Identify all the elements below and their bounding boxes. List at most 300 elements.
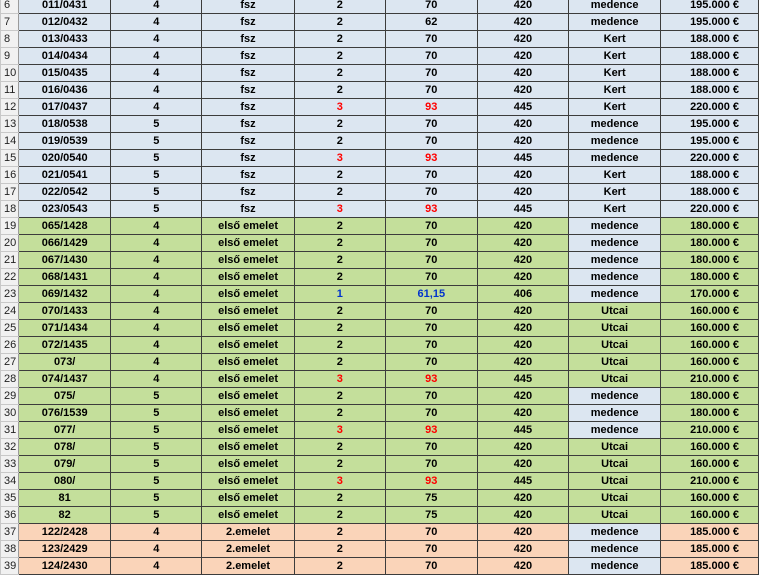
cell-building[interactable]: 5: [111, 150, 202, 167]
row-header[interactable]: 21: [1, 252, 19, 269]
row-header[interactable]: 7: [1, 14, 19, 31]
cell-floor[interactable]: első emelet: [202, 252, 295, 269]
cell-view-type[interactable]: medence: [568, 269, 660, 286]
cell-view-type[interactable]: Kert: [568, 201, 660, 218]
cell-view-type[interactable]: Utcai: [568, 320, 660, 337]
cell-total[interactable]: 420: [477, 65, 568, 82]
row-header[interactable]: 23: [1, 286, 19, 303]
cell-rooms[interactable]: 2: [294, 65, 385, 82]
cell-rooms[interactable]: 2: [294, 507, 385, 524]
cell-unit-id[interactable]: 021/0541: [18, 167, 110, 184]
cell-unit-id[interactable]: 071/1434: [18, 320, 110, 337]
cell-area[interactable]: 93: [385, 201, 477, 218]
cell-area[interactable]: 70: [385, 388, 477, 405]
cell-rooms[interactable]: 3: [294, 99, 385, 116]
cell-area[interactable]: 70: [385, 82, 477, 99]
cell-floor[interactable]: első emelet: [202, 235, 295, 252]
cell-price[interactable]: 188.000 €: [661, 167, 759, 184]
cell-floor[interactable]: fsz: [202, 133, 295, 150]
cell-building[interactable]: 4: [111, 371, 202, 388]
cell-unit-id[interactable]: 014/0434: [18, 48, 110, 65]
cell-floor[interactable]: fsz: [202, 14, 295, 31]
cell-building[interactable]: 5: [111, 388, 202, 405]
cell-view-type[interactable]: Kert: [568, 184, 660, 201]
row-header[interactable]: 29: [1, 388, 19, 405]
row-header[interactable]: 33: [1, 456, 19, 473]
cell-unit-id[interactable]: 81: [18, 490, 110, 507]
cell-area[interactable]: 70: [385, 558, 477, 575]
cell-total[interactable]: 420: [477, 82, 568, 99]
cell-rooms[interactable]: 2: [294, 82, 385, 99]
cell-building[interactable]: 5: [111, 184, 202, 201]
cell-price[interactable]: 188.000 €: [661, 184, 759, 201]
cell-floor[interactable]: első emelet: [202, 269, 295, 286]
cell-price[interactable]: 160.000 €: [661, 354, 759, 371]
cell-unit-id[interactable]: 82: [18, 507, 110, 524]
cell-price[interactable]: 210.000 €: [661, 422, 759, 439]
cell-floor[interactable]: első emelet: [202, 473, 295, 490]
row-header[interactable]: 9: [1, 48, 19, 65]
cell-total[interactable]: 420: [477, 269, 568, 286]
cell-building[interactable]: 4: [111, 354, 202, 371]
cell-rooms[interactable]: 3: [294, 473, 385, 490]
cell-unit-id[interactable]: 079/: [18, 456, 110, 473]
cell-floor[interactable]: fsz: [202, 82, 295, 99]
cell-area[interactable]: 70: [385, 184, 477, 201]
cell-price[interactable]: 188.000 €: [661, 48, 759, 65]
cell-area[interactable]: 70: [385, 439, 477, 456]
cell-building[interactable]: 4: [111, 14, 202, 31]
cell-building[interactable]: 4: [111, 48, 202, 65]
cell-area[interactable]: 70: [385, 65, 477, 82]
cell-price[interactable]: 160.000 €: [661, 456, 759, 473]
cell-total[interactable]: 420: [477, 303, 568, 320]
cell-floor[interactable]: fsz: [202, 0, 295, 14]
cell-price[interactable]: 220.000 €: [661, 201, 759, 218]
cell-building[interactable]: 4: [111, 541, 202, 558]
cell-total[interactable]: 445: [477, 201, 568, 218]
row-header[interactable]: 20: [1, 235, 19, 252]
cell-total[interactable]: 420: [477, 133, 568, 150]
cell-area[interactable]: 61,15: [385, 286, 477, 303]
cell-view-type[interactable]: Kert: [568, 48, 660, 65]
cell-unit-id[interactable]: 076/1539: [18, 405, 110, 422]
cell-price[interactable]: 195.000 €: [661, 133, 759, 150]
cell-floor[interactable]: fsz: [202, 65, 295, 82]
cell-floor[interactable]: fsz: [202, 184, 295, 201]
cell-view-type[interactable]: medence: [568, 14, 660, 31]
cell-floor[interactable]: első emelet: [202, 286, 295, 303]
cell-unit-id[interactable]: 078/: [18, 439, 110, 456]
cell-unit-id[interactable]: 122/2428: [18, 524, 110, 541]
cell-area[interactable]: 70: [385, 405, 477, 422]
cell-floor[interactable]: első emelet: [202, 371, 295, 388]
cell-total[interactable]: 420: [477, 14, 568, 31]
cell-area[interactable]: 93: [385, 150, 477, 167]
row-header[interactable]: 10: [1, 65, 19, 82]
cell-view-type[interactable]: Kert: [568, 99, 660, 116]
cell-view-type[interactable]: Utcai: [568, 337, 660, 354]
cell-total[interactable]: 445: [477, 371, 568, 388]
cell-total[interactable]: 420: [477, 388, 568, 405]
cell-total[interactable]: 406: [477, 286, 568, 303]
row-header[interactable]: 35: [1, 490, 19, 507]
cell-unit-id[interactable]: 073/: [18, 354, 110, 371]
cell-area[interactable]: 70: [385, 218, 477, 235]
cell-total[interactable]: 420: [477, 456, 568, 473]
cell-area[interactable]: 70: [385, 0, 477, 14]
cell-building[interactable]: 4: [111, 65, 202, 82]
row-header[interactable]: 28: [1, 371, 19, 388]
cell-view-type[interactable]: medence: [568, 150, 660, 167]
cell-area[interactable]: 70: [385, 337, 477, 354]
cell-view-type[interactable]: medence: [568, 524, 660, 541]
cell-area[interactable]: 70: [385, 269, 477, 286]
cell-total[interactable]: 420: [477, 439, 568, 456]
cell-total[interactable]: 445: [477, 422, 568, 439]
cell-total[interactable]: 420: [477, 184, 568, 201]
cell-unit-id[interactable]: 011/0431: [18, 0, 110, 14]
cell-floor[interactable]: első emelet: [202, 422, 295, 439]
cell-total[interactable]: 420: [477, 354, 568, 371]
cell-price[interactable]: 220.000 €: [661, 150, 759, 167]
cell-floor[interactable]: első emelet: [202, 218, 295, 235]
cell-total[interactable]: 420: [477, 541, 568, 558]
cell-floor[interactable]: első emelet: [202, 405, 295, 422]
cell-view-type[interactable]: medence: [568, 388, 660, 405]
cell-floor[interactable]: fsz: [202, 150, 295, 167]
cell-unit-id[interactable]: 023/0543: [18, 201, 110, 218]
cell-total[interactable]: 420: [477, 167, 568, 184]
cell-total[interactable]: 420: [477, 337, 568, 354]
cell-total[interactable]: 420: [477, 405, 568, 422]
cell-unit-id[interactable]: 077/: [18, 422, 110, 439]
cell-building[interactable]: 4: [111, 31, 202, 48]
cell-area[interactable]: 93: [385, 99, 477, 116]
cell-price[interactable]: 210.000 €: [661, 473, 759, 490]
cell-floor[interactable]: első emelet: [202, 320, 295, 337]
cell-price[interactable]: 185.000 €: [661, 558, 759, 575]
cell-unit-id[interactable]: 124/2430: [18, 558, 110, 575]
cell-area[interactable]: 70: [385, 320, 477, 337]
cell-price[interactable]: 210.000 €: [661, 371, 759, 388]
cell-price[interactable]: 180.000 €: [661, 235, 759, 252]
cell-building[interactable]: 4: [111, 99, 202, 116]
cell-total[interactable]: 420: [477, 507, 568, 524]
row-header[interactable]: 34: [1, 473, 19, 490]
cell-rooms[interactable]: 2: [294, 184, 385, 201]
cell-unit-id[interactable]: 123/2429: [18, 541, 110, 558]
cell-unit-id[interactable]: 070/1433: [18, 303, 110, 320]
cell-view-type[interactable]: medence: [568, 235, 660, 252]
cell-total[interactable]: 420: [477, 252, 568, 269]
cell-unit-id[interactable]: 015/0435: [18, 65, 110, 82]
cell-price[interactable]: 180.000 €: [661, 405, 759, 422]
cell-price[interactable]: 160.000 €: [661, 490, 759, 507]
cell-area[interactable]: 70: [385, 133, 477, 150]
cell-price[interactable]: 160.000 €: [661, 439, 759, 456]
cell-unit-id[interactable]: 016/0436: [18, 82, 110, 99]
row-header[interactable]: 11: [1, 82, 19, 99]
cell-unit-id[interactable]: 017/0437: [18, 99, 110, 116]
cell-price[interactable]: 188.000 €: [661, 65, 759, 82]
cell-price[interactable]: 195.000 €: [661, 116, 759, 133]
cell-rooms[interactable]: 2: [294, 167, 385, 184]
row-header[interactable]: 8: [1, 31, 19, 48]
cell-building[interactable]: 4: [111, 558, 202, 575]
cell-floor[interactable]: első emelet: [202, 303, 295, 320]
cell-price[interactable]: 180.000 €: [661, 388, 759, 405]
cell-floor[interactable]: fsz: [202, 48, 295, 65]
cell-price[interactable]: 185.000 €: [661, 524, 759, 541]
cell-building[interactable]: 5: [111, 422, 202, 439]
cell-area[interactable]: 70: [385, 116, 477, 133]
cell-unit-id[interactable]: 018/0538: [18, 116, 110, 133]
row-header[interactable]: 12: [1, 99, 19, 116]
cell-building[interactable]: 5: [111, 456, 202, 473]
cell-floor[interactable]: első emelet: [202, 354, 295, 371]
cell-rooms[interactable]: 2: [294, 439, 385, 456]
cell-area[interactable]: 70: [385, 354, 477, 371]
cell-rooms[interactable]: 2: [294, 558, 385, 575]
cell-floor[interactable]: fsz: [202, 116, 295, 133]
cell-view-type[interactable]: medence: [568, 116, 660, 133]
cell-rooms[interactable]: 2: [294, 218, 385, 235]
cell-rooms[interactable]: 2: [294, 337, 385, 354]
cell-building[interactable]: 5: [111, 490, 202, 507]
cell-rooms[interactable]: 2: [294, 456, 385, 473]
cell-building[interactable]: 5: [111, 405, 202, 422]
cell-area[interactable]: 62: [385, 14, 477, 31]
cell-price[interactable]: 188.000 €: [661, 82, 759, 99]
cell-unit-id[interactable]: 066/1429: [18, 235, 110, 252]
row-header[interactable]: 19: [1, 218, 19, 235]
cell-view-type[interactable]: medence: [568, 422, 660, 439]
row-header[interactable]: 31: [1, 422, 19, 439]
cell-floor[interactable]: első emelet: [202, 337, 295, 354]
cell-building[interactable]: 5: [111, 439, 202, 456]
cell-rooms[interactable]: 2: [294, 252, 385, 269]
cell-floor[interactable]: fsz: [202, 201, 295, 218]
row-header[interactable]: 13: [1, 116, 19, 133]
cell-rooms[interactable]: 2: [294, 320, 385, 337]
cell-view-type[interactable]: medence: [568, 133, 660, 150]
cell-total[interactable]: 420: [477, 218, 568, 235]
cell-rooms[interactable]: 3: [294, 201, 385, 218]
cell-rooms[interactable]: 2: [294, 31, 385, 48]
cell-area[interactable]: 93: [385, 371, 477, 388]
cell-view-type[interactable]: medence: [568, 558, 660, 575]
cell-price[interactable]: 180.000 €: [661, 269, 759, 286]
row-header[interactable]: 17: [1, 184, 19, 201]
cell-unit-id[interactable]: 067/1430: [18, 252, 110, 269]
row-header[interactable]: 15: [1, 150, 19, 167]
cell-price[interactable]: 195.000 €: [661, 0, 759, 14]
cell-price[interactable]: 180.000 €: [661, 252, 759, 269]
cell-rooms[interactable]: 2: [294, 235, 385, 252]
cell-building[interactable]: 5: [111, 133, 202, 150]
cell-floor[interactable]: fsz: [202, 99, 295, 116]
cell-price[interactable]: 220.000 €: [661, 99, 759, 116]
cell-building[interactable]: 4: [111, 269, 202, 286]
cell-view-type[interactable]: Utcai: [568, 456, 660, 473]
cell-rooms[interactable]: 2: [294, 524, 385, 541]
cell-unit-id[interactable]: 019/0539: [18, 133, 110, 150]
row-header[interactable]: 39: [1, 558, 19, 575]
cell-view-type[interactable]: Utcai: [568, 354, 660, 371]
cell-area[interactable]: 93: [385, 422, 477, 439]
cell-total[interactable]: 420: [477, 320, 568, 337]
cell-floor[interactable]: első emelet: [202, 490, 295, 507]
row-header[interactable]: 36: [1, 507, 19, 524]
cell-area[interactable]: 70: [385, 48, 477, 65]
row-header[interactable]: 16: [1, 167, 19, 184]
cell-area[interactable]: 70: [385, 235, 477, 252]
cell-area[interactable]: 75: [385, 507, 477, 524]
cell-building[interactable]: 4: [111, 252, 202, 269]
cell-view-type[interactable]: medence: [568, 218, 660, 235]
cell-floor[interactable]: 2.emelet: [202, 541, 295, 558]
cell-rooms[interactable]: 2: [294, 541, 385, 558]
row-header[interactable]: 22: [1, 269, 19, 286]
cell-view-type[interactable]: Kert: [568, 167, 660, 184]
cell-unit-id[interactable]: 072/1435: [18, 337, 110, 354]
cell-floor[interactable]: első emelet: [202, 388, 295, 405]
cell-unit-id[interactable]: 065/1428: [18, 218, 110, 235]
cell-view-type[interactable]: Utcai: [568, 303, 660, 320]
cell-rooms[interactable]: 2: [294, 269, 385, 286]
cell-view-type[interactable]: medence: [568, 541, 660, 558]
cell-floor[interactable]: első emelet: [202, 456, 295, 473]
cell-area[interactable]: 70: [385, 524, 477, 541]
cell-total[interactable]: 420: [477, 558, 568, 575]
cell-rooms[interactable]: 2: [294, 388, 385, 405]
cell-building[interactable]: 5: [111, 167, 202, 184]
cell-rooms[interactable]: 2: [294, 0, 385, 14]
cell-price[interactable]: 180.000 €: [661, 218, 759, 235]
cell-floor[interactable]: 2.emelet: [202, 558, 295, 575]
cell-area[interactable]: 93: [385, 473, 477, 490]
cell-view-type[interactable]: Kert: [568, 65, 660, 82]
cell-view-type[interactable]: medence: [568, 405, 660, 422]
cell-price[interactable]: 188.000 €: [661, 31, 759, 48]
cell-building[interactable]: 5: [111, 201, 202, 218]
cell-area[interactable]: 70: [385, 541, 477, 558]
cell-unit-id[interactable]: 068/1431: [18, 269, 110, 286]
cell-area[interactable]: 70: [385, 31, 477, 48]
cell-unit-id[interactable]: 022/0542: [18, 184, 110, 201]
cell-rooms[interactable]: 2: [294, 354, 385, 371]
cell-floor[interactable]: fsz: [202, 31, 295, 48]
row-header[interactable]: 18: [1, 201, 19, 218]
cell-building[interactable]: 4: [111, 0, 202, 14]
cell-rooms[interactable]: 2: [294, 405, 385, 422]
cell-price[interactable]: 195.000 €: [661, 14, 759, 31]
cell-building[interactable]: 4: [111, 235, 202, 252]
cell-rooms[interactable]: 2: [294, 303, 385, 320]
cell-view-type[interactable]: Utcai: [568, 507, 660, 524]
cell-area[interactable]: 70: [385, 252, 477, 269]
row-header[interactable]: 32: [1, 439, 19, 456]
cell-total[interactable]: 420: [477, 31, 568, 48]
row-header[interactable]: 27: [1, 354, 19, 371]
cell-view-type[interactable]: Utcai: [568, 490, 660, 507]
cell-price[interactable]: 160.000 €: [661, 320, 759, 337]
cell-rooms[interactable]: 2: [294, 133, 385, 150]
cell-building[interactable]: 4: [111, 524, 202, 541]
cell-rooms[interactable]: 3: [294, 422, 385, 439]
cell-building[interactable]: 5: [111, 507, 202, 524]
cell-rooms[interactable]: 1: [294, 286, 385, 303]
row-header[interactable]: 38: [1, 541, 19, 558]
cell-building[interactable]: 5: [111, 473, 202, 490]
cell-building[interactable]: 4: [111, 320, 202, 337]
cell-unit-id[interactable]: 074/1437: [18, 371, 110, 388]
cell-floor[interactable]: első emelet: [202, 507, 295, 524]
row-header[interactable]: 30: [1, 405, 19, 422]
cell-view-type[interactable]: Utcai: [568, 473, 660, 490]
cell-building[interactable]: 4: [111, 286, 202, 303]
cell-price[interactable]: 170.000 €: [661, 286, 759, 303]
cell-building[interactable]: 4: [111, 218, 202, 235]
cell-floor[interactable]: fsz: [202, 167, 295, 184]
cell-floor[interactable]: 2.emelet: [202, 524, 295, 541]
row-header[interactable]: 14: [1, 133, 19, 150]
cell-unit-id[interactable]: 069/1432: [18, 286, 110, 303]
cell-floor[interactable]: első emelet: [202, 439, 295, 456]
cell-total[interactable]: 420: [477, 0, 568, 14]
cell-total[interactable]: 420: [477, 490, 568, 507]
cell-price[interactable]: 160.000 €: [661, 303, 759, 320]
cell-rooms[interactable]: 2: [294, 14, 385, 31]
cell-total[interactable]: 420: [477, 116, 568, 133]
cell-building[interactable]: 4: [111, 337, 202, 354]
cell-area[interactable]: 70: [385, 167, 477, 184]
cell-rooms[interactable]: 3: [294, 371, 385, 388]
cell-total[interactable]: 420: [477, 235, 568, 252]
cell-area[interactable]: 75: [385, 490, 477, 507]
cell-total[interactable]: 445: [477, 150, 568, 167]
cell-unit-id[interactable]: 080/: [18, 473, 110, 490]
cell-price[interactable]: 160.000 €: [661, 507, 759, 524]
cell-area[interactable]: 70: [385, 456, 477, 473]
cell-building[interactable]: 5: [111, 116, 202, 133]
row-header[interactable]: 37: [1, 524, 19, 541]
cell-total[interactable]: 420: [477, 524, 568, 541]
cell-unit-id[interactable]: 012/0432: [18, 14, 110, 31]
cell-view-type[interactable]: medence: [568, 252, 660, 269]
cell-unit-id[interactable]: 013/0433: [18, 31, 110, 48]
row-header[interactable]: 6: [1, 0, 19, 14]
row-header[interactable]: 25: [1, 320, 19, 337]
cell-total[interactable]: 445: [477, 99, 568, 116]
cell-unit-id[interactable]: 020/0540: [18, 150, 110, 167]
cell-building[interactable]: 4: [111, 303, 202, 320]
cell-view-type[interactable]: Utcai: [568, 439, 660, 456]
cell-total[interactable]: 445: [477, 473, 568, 490]
cell-area[interactable]: 70: [385, 303, 477, 320]
cell-total[interactable]: 420: [477, 48, 568, 65]
cell-view-type[interactable]: medence: [568, 0, 660, 14]
cell-rooms[interactable]: 2: [294, 116, 385, 133]
cell-rooms[interactable]: 3: [294, 150, 385, 167]
cell-rooms[interactable]: 2: [294, 48, 385, 65]
cell-view-type[interactable]: medence: [568, 286, 660, 303]
cell-view-type[interactable]: Kert: [568, 82, 660, 99]
cell-price[interactable]: 185.000 €: [661, 541, 759, 558]
cell-view-type[interactable]: Utcai: [568, 371, 660, 388]
cell-rooms[interactable]: 2: [294, 490, 385, 507]
